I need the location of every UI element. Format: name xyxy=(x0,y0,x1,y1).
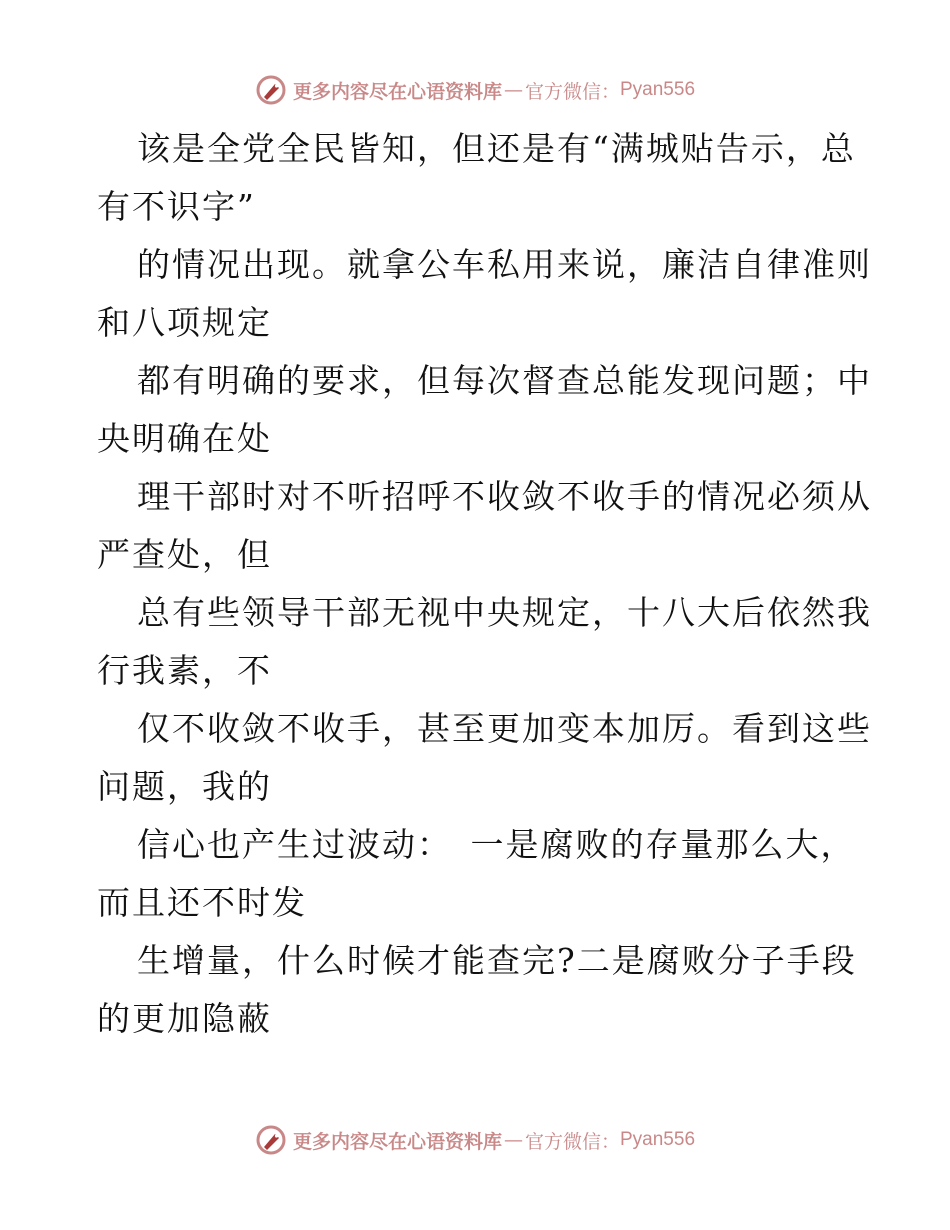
watermark-brand-text: 更多内容尽在心语资料库 xyxy=(292,1130,502,1153)
paragraph-line: 问题，我的 xyxy=(97,767,272,806)
paragraph-line: 央明确在处 xyxy=(97,419,272,458)
paragraph-line: 理干部时对不听招呼不收敛不收手的情况必须从 xyxy=(137,477,872,516)
paragraph-line: 的更加隐蔽 xyxy=(97,999,272,1038)
paragraph-line: 而且还不时发 xyxy=(97,883,307,922)
paragraph-line: 都有明确的要求，但每次督查总能发现问题；中 xyxy=(137,361,872,400)
paragraph-1 xyxy=(97,120,857,236)
paragraph-line: 的情况出现。就拿公车私用来说，廉洁自律准则 xyxy=(137,245,872,284)
paragraph-3 xyxy=(97,352,872,468)
paragraph-line: 该是全党全民皆知，但还是有“满城贴告示，总 xyxy=(137,129,856,168)
paragraph-4 xyxy=(97,468,872,584)
watermark-brand-text: 更多内容尽在心语资料库 xyxy=(292,80,502,103)
watermark-label: 官方微信： xyxy=(524,80,620,103)
watermark-wechat-id: Pyan556 xyxy=(620,79,696,100)
pen-nib-logo-icon xyxy=(255,74,287,106)
paragraph-6 xyxy=(97,700,872,816)
watermark-wechat-id: Pyan556 xyxy=(620,1129,696,1150)
header-watermark xyxy=(0,70,950,110)
footer-watermark xyxy=(0,1120,950,1160)
watermark-dash: — xyxy=(503,79,523,101)
watermark-label: 官方微信： xyxy=(524,1130,620,1153)
paragraph-line: 生增量，什么时候才能查完?二是腐败分子手段 xyxy=(137,941,857,980)
paragraph-line: 信心也产生过波动： 一是腐败的存量那么大， xyxy=(137,825,856,864)
paragraph-2 xyxy=(97,236,872,352)
paragraph-5 xyxy=(97,584,872,700)
paragraph-line: 有不识字” xyxy=(97,187,256,226)
watermark-dash: — xyxy=(503,1129,523,1151)
paragraph-8 xyxy=(97,932,857,1048)
paragraph-line: 行我素，不 xyxy=(97,651,272,690)
paragraph-line: 严查处，但 xyxy=(97,535,272,574)
pen-nib-logo-icon xyxy=(255,1124,287,1156)
paragraph-7 xyxy=(97,816,857,932)
paragraph-line: 总有些领导干部无视中央规定，十八大后依然我 xyxy=(137,593,872,632)
paragraph-line: 和八项规定 xyxy=(97,303,272,342)
paragraph-line: 仅不收敛不收手，甚至更加变本加厉。看到这些 xyxy=(137,709,872,748)
document-body xyxy=(97,120,872,1048)
